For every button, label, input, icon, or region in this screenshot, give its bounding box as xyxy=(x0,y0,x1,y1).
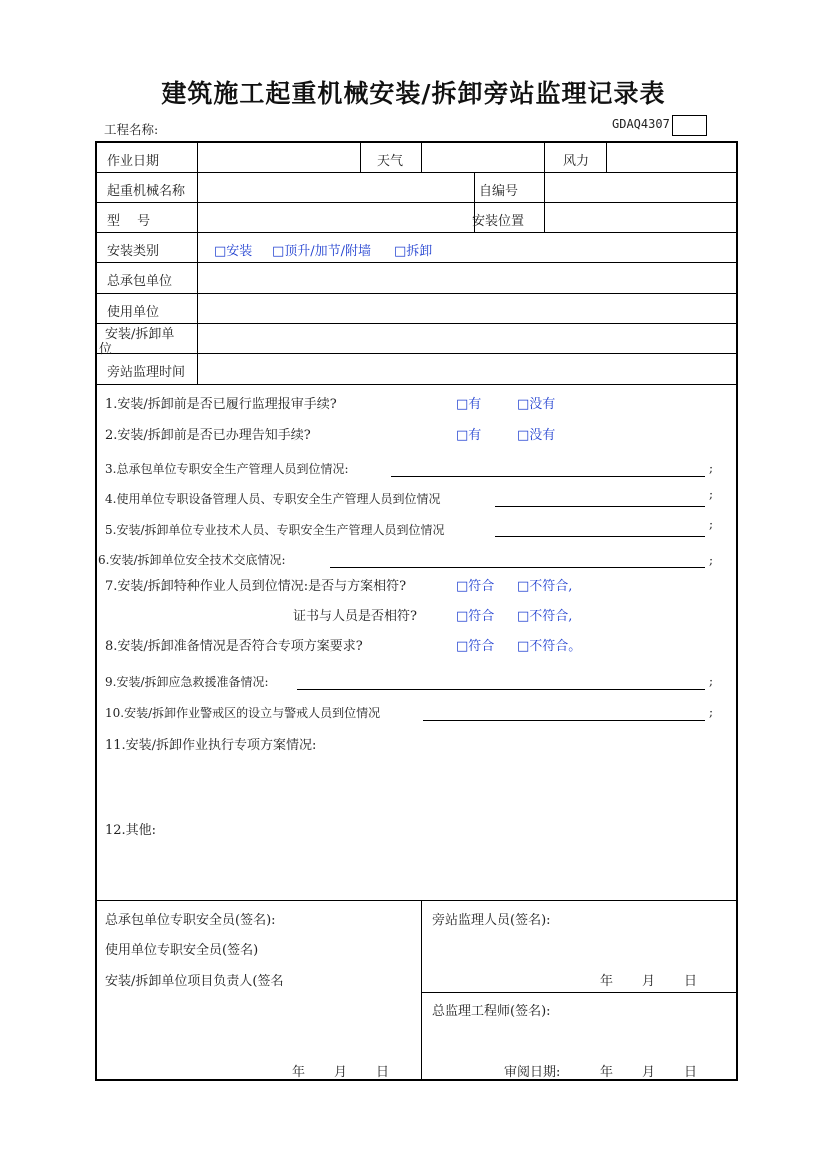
item-11: 11.安装/拆卸作业执行专项方案情况: xyxy=(105,738,317,753)
item-3-semicolon: ; xyxy=(709,461,714,475)
project-name-label: 工程名称: xyxy=(104,122,159,137)
supervisor-date-year: 年 xyxy=(600,974,614,989)
item-1: 1.安装/拆卸前是否已履行监理报审手续? xyxy=(105,397,337,412)
left-date-day: 日 xyxy=(376,1065,390,1080)
item-8-no-checkbox[interactable]: □不符合。 xyxy=(517,639,582,654)
item-3: 3.总承包单位专职安全生产管理人员到位情况: xyxy=(105,462,349,476)
wind-label: 风力 xyxy=(563,154,590,169)
weather-field[interactable] xyxy=(422,144,543,171)
model-label: 型 号 xyxy=(107,214,151,229)
machine-name-field[interactable] xyxy=(198,173,473,201)
review-date-month: 月 xyxy=(642,1065,656,1080)
form-code: GDAQ4307 xyxy=(612,117,670,131)
item-5-answer-line[interactable] xyxy=(495,536,705,537)
install-type-label: 安装类别 xyxy=(107,244,160,259)
item-9: 9.安装/拆卸应急救援准备情况: xyxy=(105,675,269,689)
item-5-semicolon: ; xyxy=(709,517,714,531)
record-form xyxy=(95,141,738,1081)
item-7-yes-checkbox[interactable]: □符合 xyxy=(456,579,495,594)
supervisor-date-day: 日 xyxy=(684,974,698,989)
general-contractor-label: 总承包单位 xyxy=(107,274,173,289)
gc-safety-signature-label: 总承包单位专职安全员(签名): xyxy=(105,913,276,928)
item-7b: 证书与人员是否相符? xyxy=(293,609,417,624)
item-1-no-checkbox[interactable]: □没有 xyxy=(517,397,556,412)
installer-leader-signature-label: 安装/拆卸单位项目负责人(签名 xyxy=(105,974,284,989)
user-unit-label: 使用单位 xyxy=(107,305,160,320)
row-divider xyxy=(97,900,736,901)
item-11-answer-area[interactable] xyxy=(105,753,725,813)
item-7: 7.安装/拆卸特种作业人员到位情况:是否与方案相符? xyxy=(105,579,407,594)
item-1-yes-checkbox[interactable]: □有 xyxy=(456,397,482,412)
left-date-year: 年 xyxy=(292,1065,306,1080)
item-6-semicolon: ; xyxy=(709,553,714,567)
row-divider xyxy=(421,992,736,993)
item-7b-no-checkbox[interactable]: □不符合, xyxy=(517,609,573,624)
install-option-jacking[interactable]: □顶升/加节/附墙 xyxy=(272,244,372,259)
item-12-answer-area[interactable] xyxy=(105,838,725,896)
row-divider xyxy=(97,384,736,385)
self-number-label: 自编号 xyxy=(479,184,519,199)
item-9-semicolon: ; xyxy=(709,674,714,688)
item-12: 12.其他: xyxy=(105,823,157,838)
item-6-answer-line[interactable] xyxy=(330,567,705,568)
install-location-field[interactable] xyxy=(545,203,735,231)
item-9-answer-line[interactable] xyxy=(297,689,705,690)
supervision-time-label: 旁站监理时间 xyxy=(107,365,186,380)
item-2-no-checkbox[interactable]: □没有 xyxy=(517,428,556,443)
item-6: 6.安装/拆卸单位安全技术交底情况: xyxy=(98,553,286,567)
item-4: 4.使用单位专职设备管理人员、专职安全生产管理人员到位情况 xyxy=(105,492,441,506)
general-contractor-field[interactable] xyxy=(198,263,735,292)
item-7-no-checkbox[interactable]: □不符合, xyxy=(517,579,573,594)
install-location-label: 安装位置 xyxy=(472,214,525,229)
item-4-answer-line[interactable] xyxy=(495,506,705,507)
item-3-answer-line[interactable] xyxy=(391,476,705,477)
supervision-time-field[interactable] xyxy=(198,354,735,383)
item-4-semicolon: ; xyxy=(709,487,714,501)
review-date-year: 年 xyxy=(600,1065,614,1080)
item-2: 2.安装/拆卸前是否已办理告知手续? xyxy=(105,428,311,443)
form-code-box[interactable] xyxy=(672,115,707,136)
col-divider xyxy=(360,143,361,172)
install-option-install[interactable]: □安装 xyxy=(214,244,253,259)
user-unit-field[interactable] xyxy=(198,294,735,322)
user-safety-signature-label: 使用单位专职安全员(签名) xyxy=(105,943,259,958)
item-7b-yes-checkbox[interactable]: □符合 xyxy=(456,609,495,624)
col-divider xyxy=(421,900,422,1081)
page-title: 建筑施工起重机械安装/拆卸旁站监理记录表 xyxy=(161,79,666,108)
supervisor-signature-label: 旁站监理人员(签名): xyxy=(432,913,551,928)
item-8-yes-checkbox[interactable]: □符合 xyxy=(456,639,495,654)
installer-unit-label-cont: 位 xyxy=(99,342,113,357)
item-10: 10.安装/拆卸作业警戒区的设立与警戒人员到位情况 xyxy=(105,706,381,720)
item-8: 8.安装/拆卸准备情况是否符合专项方案要求? xyxy=(105,639,363,654)
wind-field[interactable] xyxy=(607,144,735,171)
left-date-month: 月 xyxy=(334,1065,348,1080)
work-date-label: 作业日期 xyxy=(107,154,160,169)
row-divider xyxy=(97,232,736,233)
item-10-semicolon: ; xyxy=(709,705,714,719)
review-date-label: 审阅日期: xyxy=(504,1065,561,1080)
item-5: 5.安装/拆卸单位专业技术人员、专职安全生产管理人员到位情况 xyxy=(105,523,445,537)
review-date-day: 日 xyxy=(684,1065,698,1080)
self-number-field[interactable] xyxy=(545,173,735,201)
work-date-field[interactable] xyxy=(198,144,359,171)
weather-label: 天气 xyxy=(377,154,404,169)
item-10-answer-line[interactable] xyxy=(423,720,705,721)
supervisor-date-month: 月 xyxy=(642,974,656,989)
install-option-dismantle[interactable]: □拆卸 xyxy=(394,244,433,259)
machine-name-label: 起重机械名称 xyxy=(107,184,186,199)
model-field[interactable] xyxy=(198,203,473,231)
installer-unit-label: 安装/拆卸单 xyxy=(105,327,175,342)
installer-unit-field[interactable] xyxy=(198,324,735,352)
chief-engineer-signature-label: 总监理工程师(签名): xyxy=(432,1004,551,1019)
item-2-yes-checkbox[interactable]: □有 xyxy=(456,428,482,443)
